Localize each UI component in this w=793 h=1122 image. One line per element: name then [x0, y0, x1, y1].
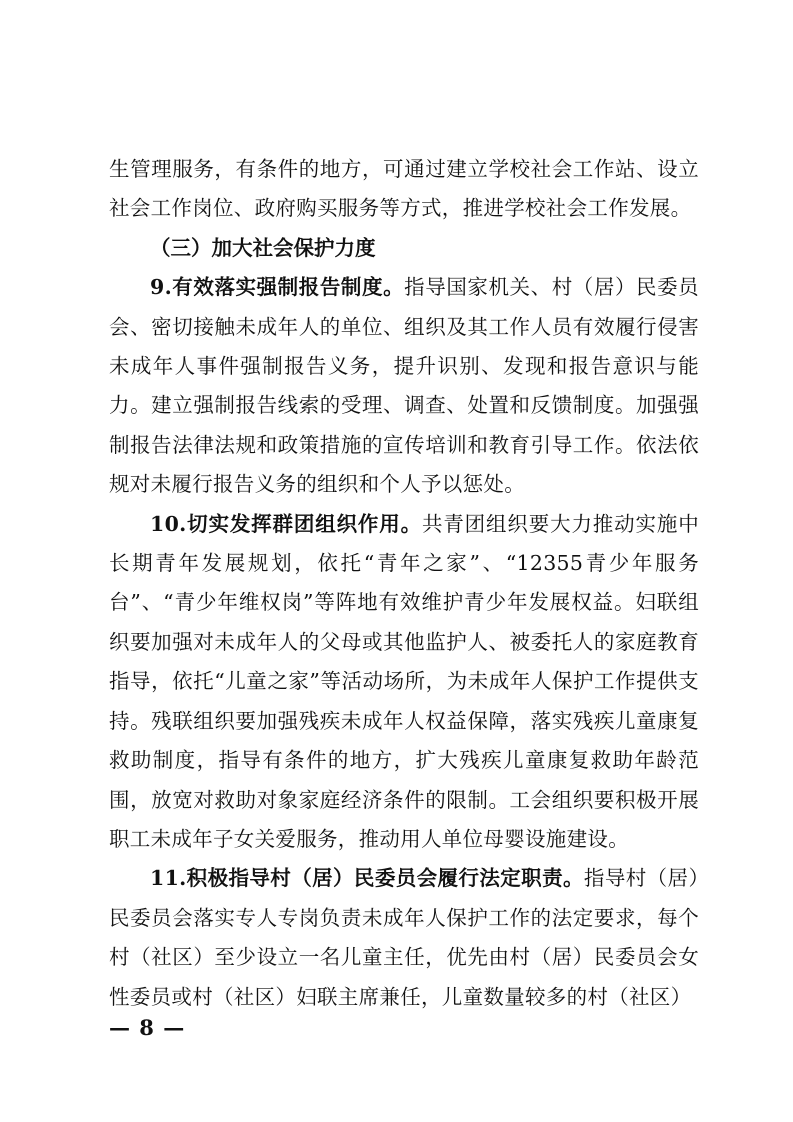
section-heading: （三）加大社会保护力度	[150, 235, 376, 260]
item-9-body: 指导国家机关、村（居）民委员会、密切接触未成年人的单位、组织及其工作人员有效履行侵害未成年人事件强制报告义务，提升识别、发现和报告意识与能力。建立强制报告线索的受理、调查、处置和反馈制度。加强强制报告法律法规和政策措施的宣传培训和教育引导工作。依法依规对未履行报告义务的组织和个人予以惩处。	[109, 275, 699, 497]
item-11-title: 11.积极指导村（居）民委员会履行法定职责。	[150, 866, 584, 891]
item-10-title: 10.切实发挥群团组织作用。	[150, 511, 422, 536]
item-10-body: 共青团组织要大力推动实施中长期青年发展规划，依托“青年之家”、“12355青少年服务台”、“青少年维权岗”等阵地有效维护青少年发展权益。妇联组织要加强对未成年人的父母或其他监护人、被委托人的家庭教育指导，依托“儿童之家”等活动场所，为未成年人保护工作提供支持。残联组织要加强残疾未成年人权益保障，落实残疾儿童康复救助制度，指导有条件的地方，扩大残疾儿童康复救助年龄范围，放宽对救助对象家庭经济条件的限制。工会组织要积极开展职工未成年子女关爱服务，推动用人单位母婴设施建设。	[109, 511, 699, 851]
paragraph-continuation: 生管理服务，有条件的地方，可通过建立学校社会工作站、设立社会工作岗位、政府购买服务等方式，推进学校社会工作发展。	[109, 157, 699, 221]
paragraph-item-10	[109, 505, 699, 860]
item-11-body: 指导村（居）民委员会落实专人专岗负责未成年人保护工作的法定要求，每个村（社区）至少设立一名儿童主任，优先由村（居）民委员会女性委员或村（社区）妇联主席兼任，儿童数量较多的村（社区）	[109, 866, 699, 1009]
page-number: — 8 —	[109, 1015, 186, 1040]
item-9-title: 9.有效落实强制报告制度。	[150, 275, 405, 300]
document-body	[109, 150, 699, 1017]
paragraph-item-9	[109, 268, 699, 504]
paragraph-item-11	[109, 859, 699, 1017]
